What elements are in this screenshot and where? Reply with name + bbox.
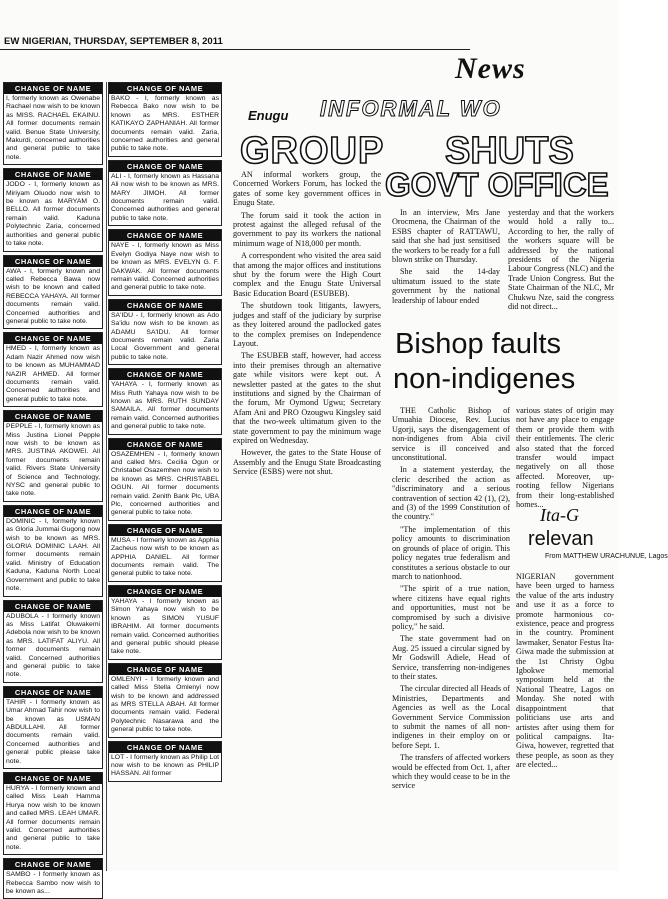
classified-ad-text: SAMBO - I formerly known as Rebecca Sambo now wish to be known as... <box>6 871 100 896</box>
classified-ad <box>108 229 222 295</box>
story1-column-2 <box>392 208 500 308</box>
classified-ad-heading: CHANGE OF NAME <box>4 773 102 784</box>
classified-ad-heading: CHANGE OF NAME <box>4 169 102 180</box>
classified-ad-text: OSAZEMHEN - I, formerly known and called Mrs. Cecilia Ogun or Christabel Osazemhen now wish to be known as MRS. CHRISTABEL OGUN. All former documents remain valid. Zenith Bank Plc, UBA Plc, concerned authorities and general public to take note. <box>111 450 219 517</box>
classified-ad-text: OMLENYI - I formerly known and called Miss Stella Omlenyi now wish to be known and addressed as MRS STELLA ABAH. All former documents remain valid. Federal Polytechnic Nasarawa and the general public to take note. <box>111 675 219 734</box>
classified-ad-heading: CHANGE OF NAME <box>4 601 102 612</box>
masthead <box>0 32 619 50</box>
story1-headline-govt: GOVT OFFICE <box>385 166 609 203</box>
story1-kicker: Enugu <box>248 108 289 123</box>
column-divider <box>106 82 107 871</box>
paragraph: The state government had on Aug. 25 issued a circular signed by Mr Godswill Adiele, Head of Service, transferring non-indigenes to their states. <box>392 634 510 681</box>
classified-ad-heading: CHANGE OF NAME <box>109 161 221 172</box>
paragraph: She said the 14-day ultimatum issued to the state government by the national leadership of labour ended <box>392 267 500 305</box>
classified-ad-heading: CHANGE OF NAME <box>109 664 221 675</box>
classified-ad-heading: CHANGE OF NAME <box>109 230 221 241</box>
classified-ad-heading: CHANGE OF NAME <box>109 525 221 536</box>
classified-ad <box>108 299 222 365</box>
classified-ad-text: BAKO - I, formerly known as Rebecca Bako now wish to be known as MRS. ESTHER KATIKAYO ZAPHANIAH. All former documents remain valid. Zaria, concerned authorities and general public to take note. <box>111 95 219 153</box>
classified-ad-text: ALI - I, formerly known as Hassana Ali now wish to be known as MRS. MARY JIMOH. All former documents remain valid. Concerned authorities and general public to take note. <box>111 172 219 222</box>
classified-ad <box>108 524 222 582</box>
section-title: News <box>455 52 526 85</box>
classified-ad <box>3 168 103 251</box>
story2-headline-line2: non-indigenes <box>393 363 576 395</box>
classified-ad-text: TAHIR - I formerly known as Umar Ahmad Tahir now wish to be known as USMAN ABDULLAHI. All former documents remain valid. Concerned authorities and general public please take note. <box>6 698 100 765</box>
classified-ad-text: I, formerly known as Owenabe Rachael now wish to be known as MISS. RACHAEL EKAINU. All former documents remain valid. Benue State University, Makurdi, concerned authorities and general public to take note. <box>6 95 100 161</box>
classified-ad <box>3 505 103 597</box>
classified-ad-text: AWA - I, formerly known and called Rebecca Bawa now wish to be known and called REBECCA YAHAYA. All former documents remain valid. Concerned authorities and general public to take note. <box>6 267 100 325</box>
classified-ad-text: LOT - I formerly known as Philip Lot now wish to be known as PHILIP HASSAN. All former <box>111 753 219 778</box>
classified-ad-heading: CHANGE OF NAME <box>4 333 102 344</box>
classified-ad-text: HMED - I, formerly known as Adam Nazir Ahmed now wish to be known as MUHAMMAD NAZIR AHMED. All former documents remain valid. Concerned authorities and general public to take note. <box>6 345 100 403</box>
masthead-rule <box>0 49 470 50</box>
paragraph: THE Catholic Bishop of Umuahia Diocese, Rev. Lucius Ugorji, says the disengagement of non-indigenes from Abia civil service is ill conceived and unconstitutional. <box>392 406 510 463</box>
story1-headline-group: GROUP <box>240 130 385 172</box>
story1-column-3 <box>508 208 614 328</box>
classified-ad-text: DOMINIC - I, formerly known as Gloria Jummai Gugong now wish to be known as MRS. GLORIA DOMINIC LAAH. All former documents remain valid. Ministry of Education Kaduna, Kaduna North Local Government and public to take note. <box>6 517 100 593</box>
story3-body-text: NIGERIAN government have been urged to harness the value of the arts industry and use it as a force to promote harmonious co-existence, peace and progress in the country. Prominent lawmaker, Senator Festus Ita-Giwa made the submission at the 1st Christy Ogbu Igbokwe memorial symposium held at the National Theatre, Lagos on Monday. She noted with disappointment that politicians use arts and artistes after using them for political campaigns. Ita-Giwa, however, regretted that these people, as soon as they are elected... <box>516 572 614 770</box>
classified-ad-heading: CHANGE OF NAME <box>4 687 102 698</box>
classified-ad <box>108 585 222 660</box>
classified-ad <box>3 858 103 899</box>
classified-ad-heading: CHANGE OF NAME <box>109 439 221 450</box>
paragraph: In an interview, Mrs Jane Orocmena, the Chairman of the ESBS chapter of RATTAWU, said that she had just sensitised the workers to be ready for a full blown strike on Thursday. <box>392 208 500 265</box>
dateline: EW NIGERIAN, THURSDAY, SEPTEMBER 8, 2011 <box>4 36 223 47</box>
story3-headline-line2: relevan <box>528 528 594 550</box>
classified-ad-heading: CHANGE OF NAME <box>4 506 102 517</box>
paragraph: The shutdown took litigants, lawyers, judges and staff of the judiciary by surprise as they loitered around the padlocked gates to the complex premises on Independence Layout. <box>233 301 381 348</box>
story1-kicker-banner: INFORMAL WO <box>320 96 502 121</box>
story1-column-3-text: yesterday and that the workers would hold a rally to... According to her, the rally of the workers square will be addressed by the national presidents of the Nigeria Labour Congress (NLC) and the Trade Union Congress. But the State Chairman of the NLC, Mr Chukwu Nze, said the congress did not direct... <box>508 208 614 312</box>
classified-ad-text: PEPPLE - I, formerly known as Miss Justina Lionel Pepple now wish to be known as MRS. JUSTINA AKOWEI. All former documents remain valid. Rivers State University of Science and Technology, NYSC and general public to take note. <box>6 423 100 498</box>
classified-ad <box>3 410 103 502</box>
story2-headline-line1: Bishop faults <box>395 328 562 360</box>
classified-ad-heading: CHANGE OF NAME <box>4 83 102 94</box>
classified-ad-text: MUSA - I formerly known as Apphia Zacheus now wish to be known as APPHIA DANIEL. All former documents remain valid. The general public to take note. <box>111 536 219 578</box>
classified-ad <box>108 368 222 434</box>
classified-ad-heading: CHANGE OF NAME <box>109 742 221 753</box>
classified-ad-heading: CHANGE OF NAME <box>4 859 102 870</box>
paragraph: The transfers of affected workers would be effected from Oct. 1, after which they would cease to be in the service <box>392 753 510 791</box>
paragraph: "The implementation of this policy amounts to discrimination on grounds of place of origin. This policy negates true federalism and constitutes a serious obstacle to our march to nationhood. <box>392 524 510 581</box>
story1-headline-shuts: SHUTS <box>445 130 574 172</box>
classified-ad <box>3 686 103 769</box>
classified-ad-heading: CHANGE OF NAME <box>109 83 221 94</box>
story2-column-1 <box>392 406 510 871</box>
classified-ad <box>108 438 222 521</box>
classified-ad <box>3 82 103 165</box>
classified-ad <box>3 255 103 330</box>
classified-ad-heading: CHANGE OF NAME <box>4 411 102 422</box>
classified-ad-text: HURYA - I formerly known and called Miss Leah Hamma Hurya now wish to be known and called MRS. LEAH UMAR. All former documents remain valid. Concerned authorities and general public to take note. <box>6 785 100 851</box>
story1-column-1 <box>233 170 381 870</box>
classified-ad-text: NAYE - I, formerly known as Miss Evelyn Godiya Naye now wish to be known as MRS. EVELYN G. F. DAKWAK. All former documents remain valid. Concerned authorities and general public to take note. <box>111 242 219 292</box>
classified-ad-heading: CHANGE OF NAME <box>109 300 221 311</box>
classified-ad <box>108 741 222 782</box>
classified-ad <box>3 600 103 683</box>
classified-ad <box>108 663 222 738</box>
classified-ad-heading: CHANGE OF NAME <box>109 369 221 380</box>
classified-ad-heading: CHANGE OF NAME <box>4 256 102 267</box>
paragraph: AN informal workers group, the Concerned Workers Forum, has locked the gates of some key government offices in Enugu State. <box>233 170 381 208</box>
paragraph: "The spirit of a true nation, where citizens have equal rights and opportunities, must not be compromised by such a divisive policy," he said. <box>392 584 510 631</box>
paragraph: The ESUBEB staff, however, had access into their premises through an alternative gate while visitors were kept out. A newsletter pasted at the gates to the shut institutions and signed by the Chairman of the forum, Mr Oymond Ugwu; Secretary Afam Ani and PRO Ozougwu Kingsley said that the two-week ultimatum given to the state government to pay the minimum wage expired on Wednesday. <box>233 351 381 445</box>
classified-ad-text: JODO - I, formerly known as Miriyam Oluodo now wish to be known as MARYAM O. BELLO. All former documents remain valid. Kaduna Polytechnic Zaria, concerned authorities and general public to take note. <box>6 181 100 248</box>
story3-byline: From MATTHEW URACHUNUE, Lagos <box>545 553 668 560</box>
paragraph: The forum said it took the action in protest against the alleged refusal of the government to pay its workers the national minimum wage of N18,000 per month. <box>233 210 381 248</box>
classified-ad-text: YAHAYA - I, formerly known as Miss Ruth Yahaya now wish to be known as MRS. RUTH SUNDAY SAMAILA. All former documents remain valid. Concerned authorities and general public to take note. <box>111 381 219 431</box>
story3-headline-line1: Ita-G <box>540 505 579 525</box>
classified-column-1 <box>3 82 103 896</box>
classified-ad <box>108 82 222 157</box>
paragraph: However, the gates to the State House of Assembly and the Enugu State Broadcasting Service (ESBS) were not shut. <box>233 448 381 477</box>
classified-ad-heading: CHANGE OF NAME <box>109 586 221 597</box>
paragraph: In a statement yesterday, the cleric described the action as "discriminatory and a serious contravention of section 42 (1), (2), and (3) of the 1999 Constitution of the country." <box>392 465 510 522</box>
paragraph: A correspondent who visited the area said that among the major offices and institutions shut by the forum were the High Court complex and the Enugu State Universal Basic Education Board (ESUBEB). <box>233 251 381 298</box>
classified-ad <box>3 332 103 407</box>
classified-column-2 <box>108 82 222 871</box>
story2-column-2 <box>516 406 614 510</box>
classified-ad-text: SA'IDU - I, formerly known as Ado Sa'idu now wish to be known as ADAMU SA'IDU. All former documents remain valid. Zaria Local Government and general public to take note. <box>111 311 219 361</box>
classified-ad-text: YAHAYA - I formerly known as Simon Yahaya now wish to be known as SIMON YUSUF IBRAHIM. All former documents remain valid. Concerned authorities and general public should please take note. <box>111 597 219 656</box>
story3-column <box>516 572 614 871</box>
classified-ad <box>108 160 222 226</box>
classified-ad <box>3 772 103 855</box>
classified-ad-text: ADUBOLA - I formerly known as Miss Latifat Oluwakemi Adebola now wish to be known as MRS. LATIFAT ALIYU. All former documents remain valid. Concerned authorities and general public to take note. <box>6 612 100 679</box>
story2-column-2-text: various states of origin may not have any place to engage them or provide them with their entitlements. The cleric also stated that the forced transfer would impact negatively on all those affected. Moreover, up-rooting fellow Nigerians from their long-established homes... <box>516 406 614 510</box>
paragraph: The circular directed all Heads of Ministries, Departments and Agencies as well as the Local Government Service Commission to submit the names of all non-indigenes in their employ on or before Sept. 1. <box>392 684 510 750</box>
